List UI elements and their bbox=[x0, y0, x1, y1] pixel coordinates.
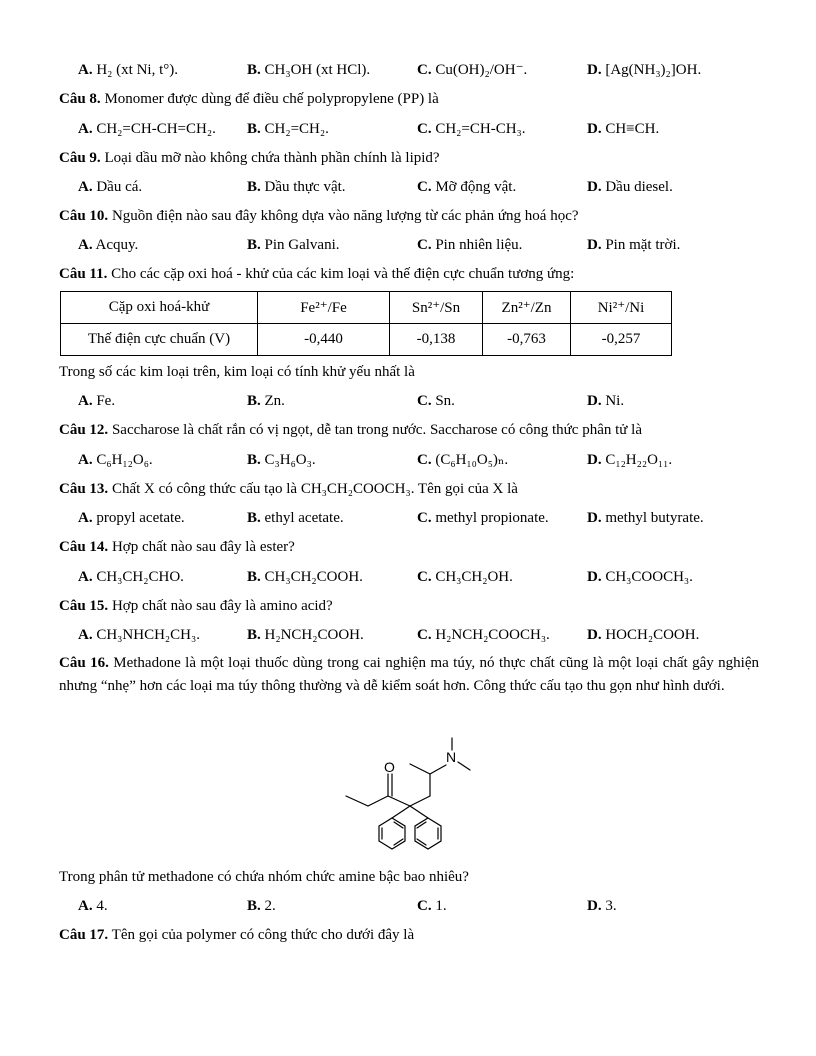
q13-stem: Câu 13. Chất X có công thức cấu tạo là CH₃CH₂COOCH₃. Tên gọi của X là bbox=[59, 481, 518, 497]
q13-option-d[interactable]: D. methyl butyrate. bbox=[587, 510, 704, 526]
q14-option-c[interactable]: C. CH₃CH₂OH. bbox=[417, 569, 513, 585]
q9-option-a[interactable]: A. Dầu cá. bbox=[78, 179, 143, 195]
q11-option-d[interactable]: D. Ni. bbox=[587, 393, 625, 409]
q12-option-c[interactable]: C. (C₆H₁₀O₅)ₙ. bbox=[417, 452, 509, 468]
q7-option-a[interactable]: A. H₂ (xt Ni, t°). bbox=[78, 62, 178, 78]
q14-option-d[interactable]: D. CH₃COOCH₃. bbox=[587, 569, 693, 585]
q15-option-a[interactable]: A. CH₃NHCH₂CH₃. bbox=[78, 627, 200, 643]
bond bbox=[388, 796, 410, 806]
q8-option-b[interactable]: B. CH₂=CH₂. bbox=[247, 121, 329, 137]
q13-option-b[interactable]: B. ethyl acetate. bbox=[247, 510, 344, 526]
q13-options bbox=[78, 508, 778, 528]
q8-option-c[interactable]: C. CH₂=CH-CH₃. bbox=[417, 121, 526, 137]
q14-options bbox=[78, 567, 778, 587]
q9-number: Câu 9. bbox=[59, 150, 101, 166]
bond bbox=[417, 839, 426, 845]
oxygen-atom-label: O bbox=[384, 759, 395, 775]
q16-option-a[interactable]: A. 4. bbox=[78, 898, 108, 914]
bond bbox=[410, 764, 430, 774]
table-cell: -0,138 bbox=[390, 324, 483, 356]
q10-number: Câu 10. bbox=[59, 208, 109, 224]
q11-stem: Câu 11. Cho các cặp oxi hoá - khử của các kim loại và thế điện cực chuẩn tương ứng: bbox=[59, 266, 575, 282]
q16-option-b[interactable]: B. 2. bbox=[247, 898, 276, 914]
q9-option-c[interactable]: C. Mỡ động vật. bbox=[417, 179, 517, 195]
q10-option-a[interactable]: A. Acquy. bbox=[78, 237, 139, 253]
q16-stem: Câu 16. Methadone là một loại thuốc dùng trong cai nghiện ma túy, nó thực chất cũng là một loại chất gây nghiện nhưng “nhẹ” hơn các loại ma túy thông thường và dễ kiểm soát hơn. Công thức cấu tạo thu gọn như hình dưới. bbox=[59, 655, 759, 694]
q15-option-d[interactable]: D. HOCH₂COOH. bbox=[587, 627, 700, 643]
q11-option-c[interactable]: C. Sn. bbox=[417, 393, 455, 409]
bond bbox=[430, 765, 446, 774]
q16-question: Trong phân tử methadone có chứa nhóm chức amine bậc bao nhiêu? bbox=[59, 869, 469, 885]
q15-option-c[interactable]: C. H₂NCH₂COOCH₃. bbox=[417, 627, 550, 643]
nitrogen-atom-label: N bbox=[446, 749, 457, 765]
q12-number: Câu 12. bbox=[59, 422, 109, 438]
table-row bbox=[61, 292, 672, 324]
q8-number: Câu 8. bbox=[59, 91, 101, 107]
table-cell: -0,763 bbox=[483, 324, 571, 356]
table-cell: Fe²⁺/Fe bbox=[258, 292, 390, 324]
q12-stem: Câu 12. Saccharose là chất rắn có vị ngọt, dễ tan trong nước. Saccharose có công thức phân tử là bbox=[59, 422, 642, 438]
q9-option-d[interactable]: D. Dầu diesel. bbox=[587, 179, 673, 195]
q7-option-d[interactable]: D. [Ag(NH₃)₂]OH. bbox=[587, 62, 702, 78]
q10-stem: Câu 10. Nguồn điện nào sau đây không dựa vào năng lượng từ các phản ứng hoá học? bbox=[59, 208, 579, 224]
bond bbox=[392, 806, 410, 818]
table-header-cell: Cặp oxi hoá-khử bbox=[61, 292, 258, 324]
q13-number: Câu 13. bbox=[59, 481, 109, 497]
q16-option-c[interactable]: C. 1. bbox=[417, 898, 447, 914]
table-cell: Sn²⁺/Sn bbox=[390, 292, 483, 324]
q8-option-d[interactable]: D. CH≡CH. bbox=[587, 121, 660, 137]
q11-question: Trong số các kim loại trên, kim loại có tính khử yếu nhất là bbox=[59, 364, 415, 380]
q7-option-b[interactable]: B. CH₃OH (xt HCl). bbox=[247, 62, 371, 78]
table-cell: -0,257 bbox=[571, 324, 672, 356]
table-cell: Ni²⁺/Ni bbox=[571, 292, 672, 324]
bond bbox=[410, 806, 428, 818]
q15-number: Câu 15. bbox=[59, 598, 109, 614]
q16-number: Câu 16. bbox=[59, 655, 109, 671]
q9-option-b[interactable]: B. Dầu thực vật. bbox=[247, 179, 346, 195]
q15-option-b[interactable]: B. H₂NCH₂COOH. bbox=[247, 627, 364, 643]
electrode-potential-table bbox=[60, 291, 672, 356]
q12-options bbox=[78, 450, 778, 470]
q12-option-b[interactable]: B. C₃H₆O₃. bbox=[247, 452, 316, 468]
q15-options bbox=[78, 625, 778, 645]
q10-option-b[interactable]: B. Pin Galvani. bbox=[247, 237, 340, 253]
q9-options bbox=[78, 177, 778, 197]
q16-option-d[interactable]: D. 3. bbox=[587, 898, 617, 914]
q8-option-a[interactable]: A. CH₂=CH-CH=CH₂. bbox=[78, 121, 216, 137]
q11-number: Câu 11. bbox=[59, 266, 108, 282]
table-cell: Zn²⁺/Zn bbox=[483, 292, 571, 324]
q7-options bbox=[78, 60, 778, 80]
q14-number: Câu 14. bbox=[59, 539, 109, 555]
q14-stem: Câu 14. Hợp chất nào sau đây là ester? bbox=[59, 539, 295, 555]
q8-stem: Câu 8. Monomer được dùng để điều chế polypropylene (PP) là bbox=[59, 91, 439, 107]
bond bbox=[410, 796, 430, 806]
bond bbox=[346, 796, 368, 806]
table-row bbox=[61, 324, 672, 356]
q11-options bbox=[78, 391, 778, 411]
q10-option-d[interactable]: D. Pin mặt trời. bbox=[587, 237, 681, 253]
q12-option-d[interactable]: D. C₁₂H₂₂O₁₁. bbox=[587, 452, 673, 468]
bond bbox=[368, 796, 388, 806]
q11-option-b[interactable]: B. Zn. bbox=[247, 393, 285, 409]
q15-stem: Câu 15. Hợp chất nào sau đây là amino acid? bbox=[59, 598, 333, 614]
bond bbox=[417, 822, 426, 828]
q14-option-b[interactable]: B. CH₃CH₂COOH. bbox=[247, 569, 363, 585]
q9-stem: Câu 9. Loại dầu mỡ nào không chứa thành phần chính là lipid? bbox=[59, 150, 440, 166]
bond bbox=[394, 822, 403, 828]
q12-option-a[interactable]: A. C₆H₁₂O₆. bbox=[78, 452, 153, 468]
q13-option-a[interactable]: A. propyl acetate. bbox=[78, 510, 185, 526]
q17-number: Câu 17. bbox=[59, 927, 109, 943]
bond bbox=[394, 839, 403, 845]
q14-option-a[interactable]: A. CH₃CH₂CHO. bbox=[78, 569, 184, 585]
q13-option-c[interactable]: C. methyl propionate. bbox=[417, 510, 549, 526]
q7-option-c[interactable]: C. Cu(OH)₂/OH⁻. bbox=[417, 62, 528, 78]
q16-options bbox=[78, 896, 778, 916]
right-phenyl-ring bbox=[415, 818, 441, 849]
table-header-cell: Thế điện cực chuẩn (V) bbox=[61, 324, 258, 356]
left-phenyl-ring bbox=[379, 818, 405, 849]
q10-option-c[interactable]: C. Pin nhiên liệu. bbox=[417, 237, 523, 253]
q10-options bbox=[78, 235, 778, 255]
table-cell: -0,440 bbox=[258, 324, 390, 356]
bond bbox=[458, 762, 470, 770]
q17-stem: Câu 17. Tên gọi của polymer có công thức cho dưới đây là bbox=[59, 927, 415, 943]
q11-option-a[interactable]: A. Fe. bbox=[78, 393, 116, 409]
methadone-structure bbox=[330, 730, 480, 860]
q8-options bbox=[78, 119, 778, 139]
